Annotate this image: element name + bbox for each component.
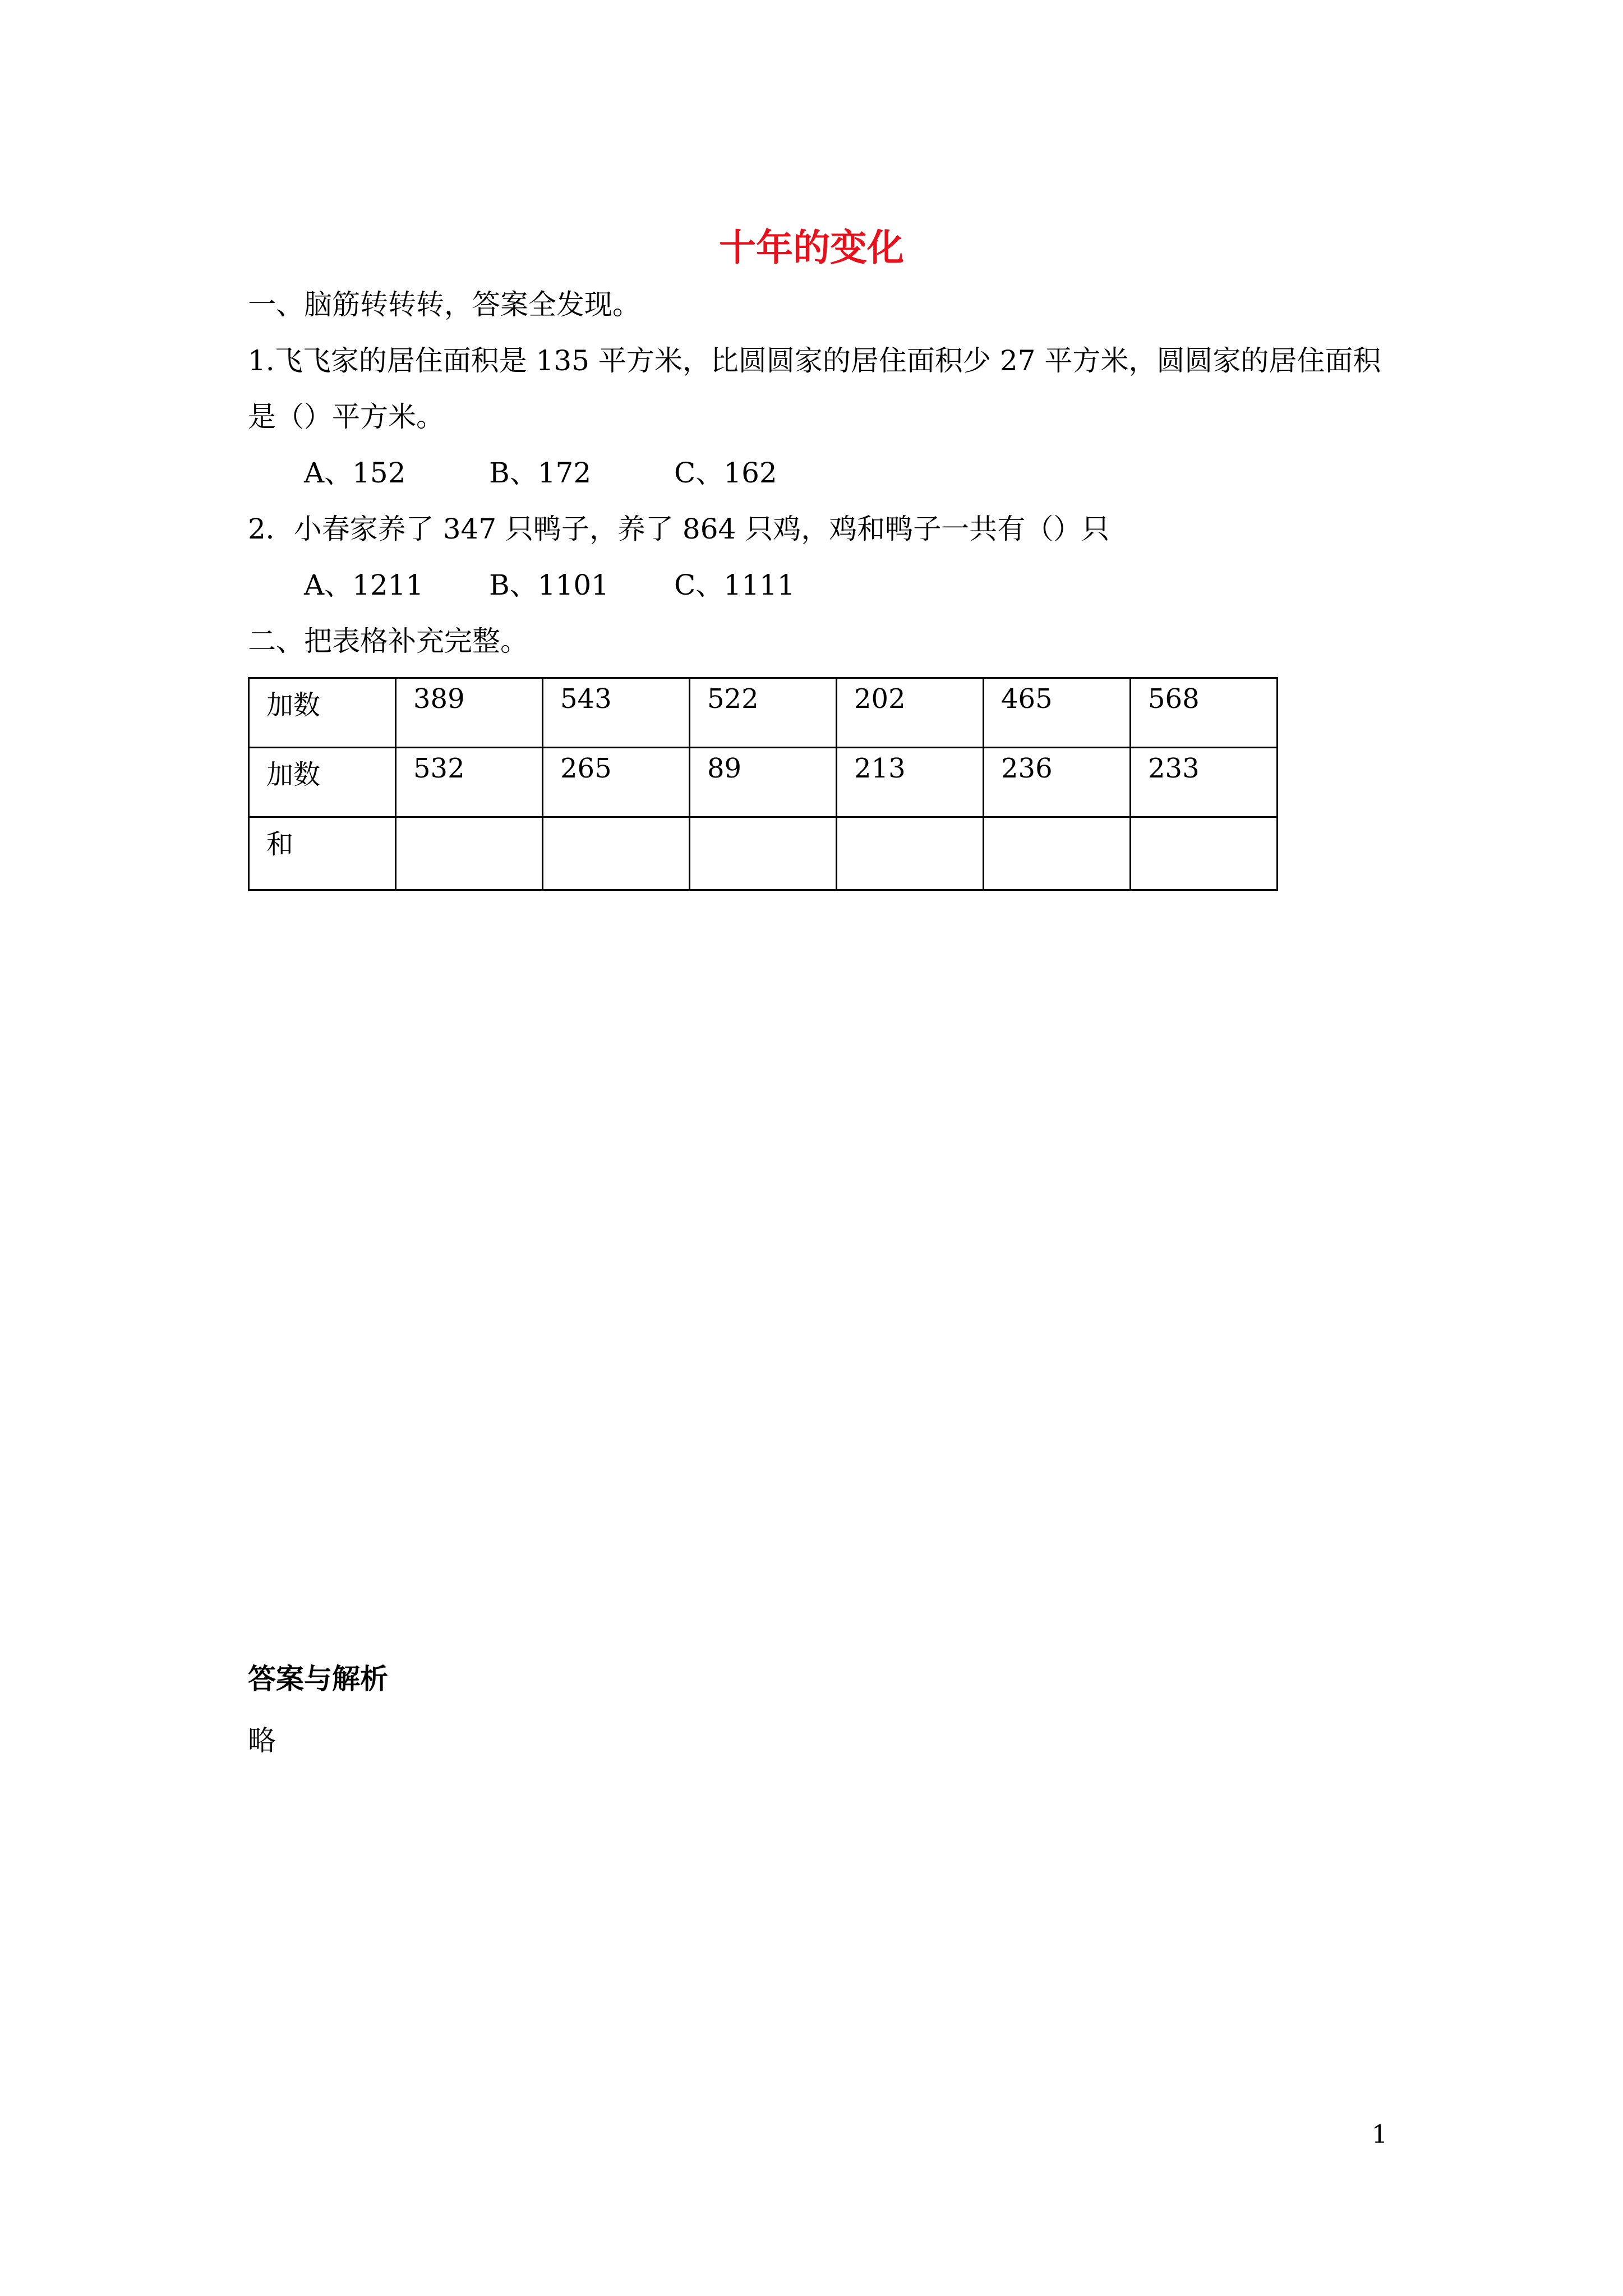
table-row [249, 817, 1278, 890]
option-c: C、1111 [674, 569, 795, 601]
table-row [249, 678, 1278, 748]
table-cell: 233 [1131, 748, 1278, 817]
table-cell: 89 [690, 748, 837, 817]
answer-heading: 答案与解析 [248, 1662, 388, 1695]
answer-cell[interactable] [1131, 817, 1278, 890]
table-cell: 465 [984, 678, 1131, 748]
page-title: 十年的变化 [719, 226, 904, 269]
option-c: C、162 [674, 457, 777, 489]
table-cell: 568 [1131, 678, 1278, 748]
row-label: 加数 [249, 748, 396, 817]
option-a: A、152 [304, 457, 406, 489]
table-cell: 213 [837, 748, 984, 817]
table-row [249, 748, 1278, 817]
question1-options [304, 459, 859, 487]
option-b: B、172 [489, 457, 592, 489]
table-cell: 265 [543, 748, 690, 817]
answer-body: 略 [248, 1724, 276, 1757]
table-cell: 389 [396, 678, 543, 748]
addition-table [248, 677, 1278, 891]
answer-cell[interactable] [984, 817, 1131, 890]
table-cell: 202 [837, 678, 984, 748]
option-b: B、1101 [489, 569, 609, 601]
table-cell: 522 [690, 678, 837, 748]
question1-line1: 1.飞飞家的居住面积是 135 平方米，比圆圆家的居住面积少 27 平方米，圆圆家的居住面积 [248, 344, 1381, 377]
question2-options [304, 571, 859, 599]
table-cell: 532 [396, 748, 543, 817]
page-number: 1 [1372, 2120, 1387, 2149]
table-cell: 543 [543, 678, 690, 748]
table-cell: 236 [984, 748, 1131, 817]
section2-heading: 二、把表格补充完整。 [248, 625, 528, 657]
row-label: 和 [249, 817, 396, 890]
question2-line1: 2．小春家养了 347 只鸭子，养了 864 只鸡，鸡和鸭子一共有（）只 [248, 513, 1110, 545]
question1-line2: 是（）平方米。 [248, 401, 444, 433]
section1-heading: 一、脑筋转转转，答案全发现。 [248, 288, 640, 321]
answer-cell[interactable] [396, 817, 543, 890]
answer-cell[interactable] [543, 817, 690, 890]
answer-cell[interactable] [690, 817, 837, 890]
row-label: 加数 [249, 678, 396, 748]
answer-cell[interactable] [837, 817, 984, 890]
option-a: A、1211 [304, 569, 424, 601]
